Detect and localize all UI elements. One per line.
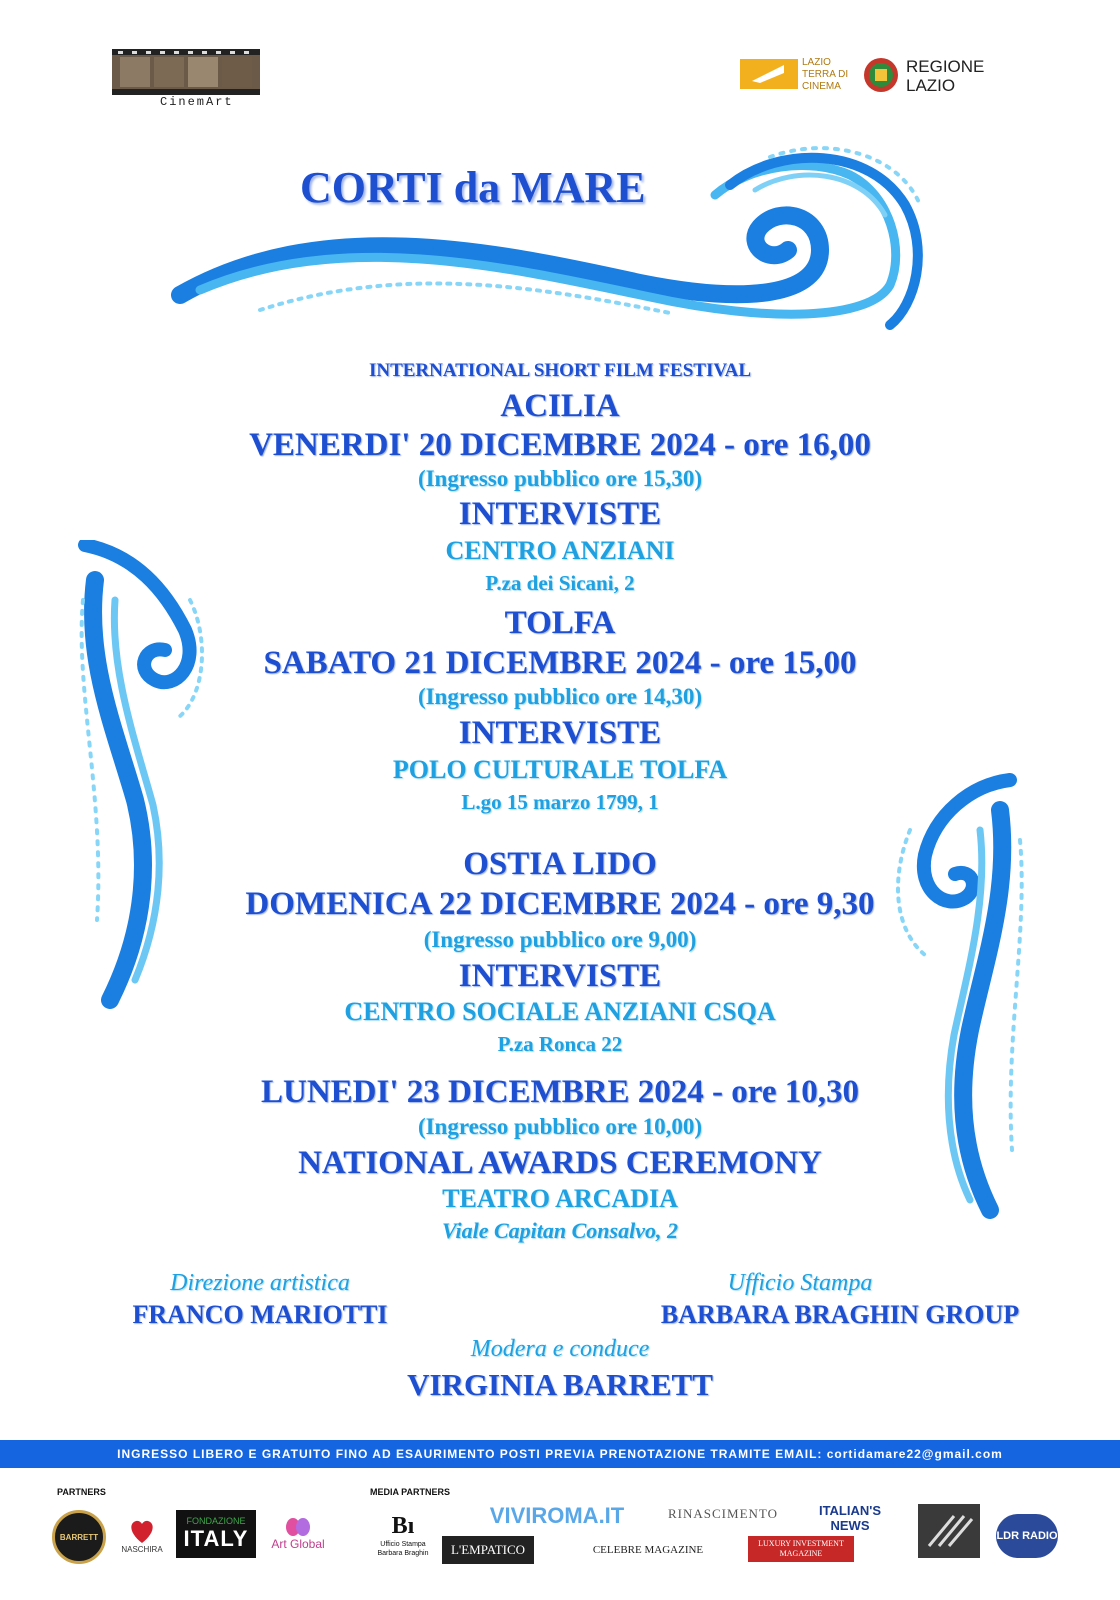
- ldr-radio-media-logo: [996, 1514, 1058, 1558]
- ufficio-stampa-media-label: Ufficio Stampa Barbara Braghin: [377, 1540, 429, 1557]
- viviroma-label: VIVIROMA.IT: [489, 1503, 625, 1528]
- rinascimento-media-logo: [668, 1503, 778, 1525]
- regione-lazio-logo: [862, 55, 1002, 99]
- lazio-cinema-mark-icon: [738, 55, 800, 93]
- italians-news-label: ITALIAN'S NEWS: [818, 1503, 882, 1533]
- event-2-venue: POLO CULTURALE TOLFA: [392, 755, 728, 784]
- luxury-investment-label: LUXURY INVESTMENT MAGAZINE: [758, 1539, 844, 1558]
- celebre-magazine-media-logo: [578, 1538, 718, 1562]
- ufficio-stampa-media-logo: [370, 1505, 436, 1565]
- art-global-label: Art Global: [271, 1537, 325, 1551]
- barrett-partner-logo: [52, 1510, 106, 1564]
- event-2-address: L.go 15 marzo 1799, 1: [461, 790, 659, 814]
- event-3-address: P.za Ronca 22: [497, 1032, 623, 1056]
- naschira-partner-logo: [115, 1510, 169, 1560]
- lempatico-label: L'EMPATICO: [450, 1542, 526, 1557]
- event-3-type: INTERVISTE: [458, 958, 662, 994]
- event-2-city: TOLFA: [504, 605, 616, 641]
- lempatico-media-logo: [442, 1536, 534, 1564]
- event-4-address: Viale Capitan Consalvo, 2: [442, 1218, 678, 1243]
- press-label: Ufficio Stampa: [727, 1270, 873, 1296]
- italy-label: ITALY: [183, 1526, 249, 1551]
- barrett-partner-label: BARRETT: [59, 1532, 99, 1542]
- fondazione-label: FONDAZIONE: [186, 1516, 246, 1526]
- celebre-magazine-label: CELEBRE MAGAZINE: [592, 1544, 704, 1556]
- event-3-venue: CENTRO SOCIALE ANZIANI CSQA: [344, 997, 776, 1026]
- event-2-type: INTERVISTE: [458, 715, 662, 751]
- event-4-entry: (Ingresso pubblico ore 10,00): [417, 1114, 703, 1139]
- luxury-investment-media-logo: [748, 1536, 854, 1562]
- email-notice-bar: INGRESSO LIBERO E GRATUITO FINO AD ESAURIMENTO POSTI PREVIA PRENOTAZIONE TRAMITE EMAIL: cortidamare22@gmail.com: [0, 1440, 1120, 1468]
- host-name: VIRGINIA BARRETT: [407, 1367, 713, 1402]
- event-1-type: INTERVISTE: [458, 496, 662, 532]
- butterfly-icon: [285, 1517, 311, 1537]
- lazio-terra-di-cinema-logo: [738, 55, 858, 97]
- viviroma-media-logo: [489, 1502, 625, 1530]
- event-1-address: P.za dei Sicani, 2: [485, 571, 635, 595]
- direction-name: FRANCO MARIOTTI: [132, 1300, 388, 1329]
- event-4-datetime: LUNEDI' 23 DICEMBRE 2024 - ore 10,30: [261, 1074, 859, 1110]
- event-4-type: NATIONAL AWARDS CEREMONY: [298, 1145, 822, 1181]
- art-global-partner-logo: [265, 1503, 331, 1565]
- event-3-entry: (Ingresso pubblico ore 9,00): [423, 927, 697, 952]
- film-strip-icon: [110, 45, 262, 97]
- event-4-venue: TEATRO ARCADIA: [442, 1184, 678, 1213]
- cinemart-label: CinemArt: [160, 95, 234, 109]
- stripes-icon: [924, 1511, 974, 1551]
- grey-media-logo: [918, 1504, 980, 1558]
- rinascimento-label: RINASCIMENTO: [668, 1506, 778, 1521]
- event-2-datetime: SABATO 21 DICEMBRE 2024 - ore 15,00: [263, 645, 857, 681]
- fondazione-italy-partner-logo: [176, 1510, 256, 1558]
- ldr-radio-label: LDR RADIO: [996, 1530, 1058, 1542]
- partners-label: PARTNERS: [57, 1487, 106, 1497]
- event-3-datetime: DOMENICA 22 DICEMBRE 2024 - ore 9,30: [245, 886, 875, 922]
- press-name: BARBARA BRAGHIN GROUP: [660, 1300, 1020, 1329]
- event-1-entry: (Ingresso pubblico ore 15,30): [417, 466, 703, 491]
- bb-mark-icon: Bı: [391, 1512, 415, 1539]
- regione-lazio-label: REGIONE LAZIO: [906, 57, 985, 95]
- media-partners-label: MEDIA PARTNERS: [370, 1487, 451, 1497]
- naschira-partner-label: NASCHIRA: [121, 1544, 163, 1554]
- festival-subtitle: INTERNATIONAL SHORT FILM FESTIVAL: [368, 360, 752, 381]
- event-3-city: OSTIA LIDO: [463, 846, 657, 882]
- cinemart-logo: [110, 45, 262, 113]
- host-label: Modera e conduce: [470, 1336, 650, 1362]
- event-2-entry: (Ingresso pubblico ore 14,30): [417, 684, 703, 709]
- event-1-datetime: VENERDI' 20 DICEMBRE 2024 - ore 16,00: [249, 427, 871, 463]
- event-1-city: ACILIA: [500, 388, 620, 424]
- regione-lazio-emblem-icon: [862, 55, 900, 95]
- italians-news-media-logo: [800, 1504, 900, 1532]
- direction-label: Direzione artistica: [170, 1270, 350, 1296]
- event-1-venue: CENTRO ANZIANI: [445, 536, 675, 565]
- lazio-cinema-label: LAZIO TERRA DI CINEMA: [802, 57, 849, 92]
- festival-title: CORTI da MARE: [300, 163, 646, 212]
- heart-icon: [127, 1517, 157, 1545]
